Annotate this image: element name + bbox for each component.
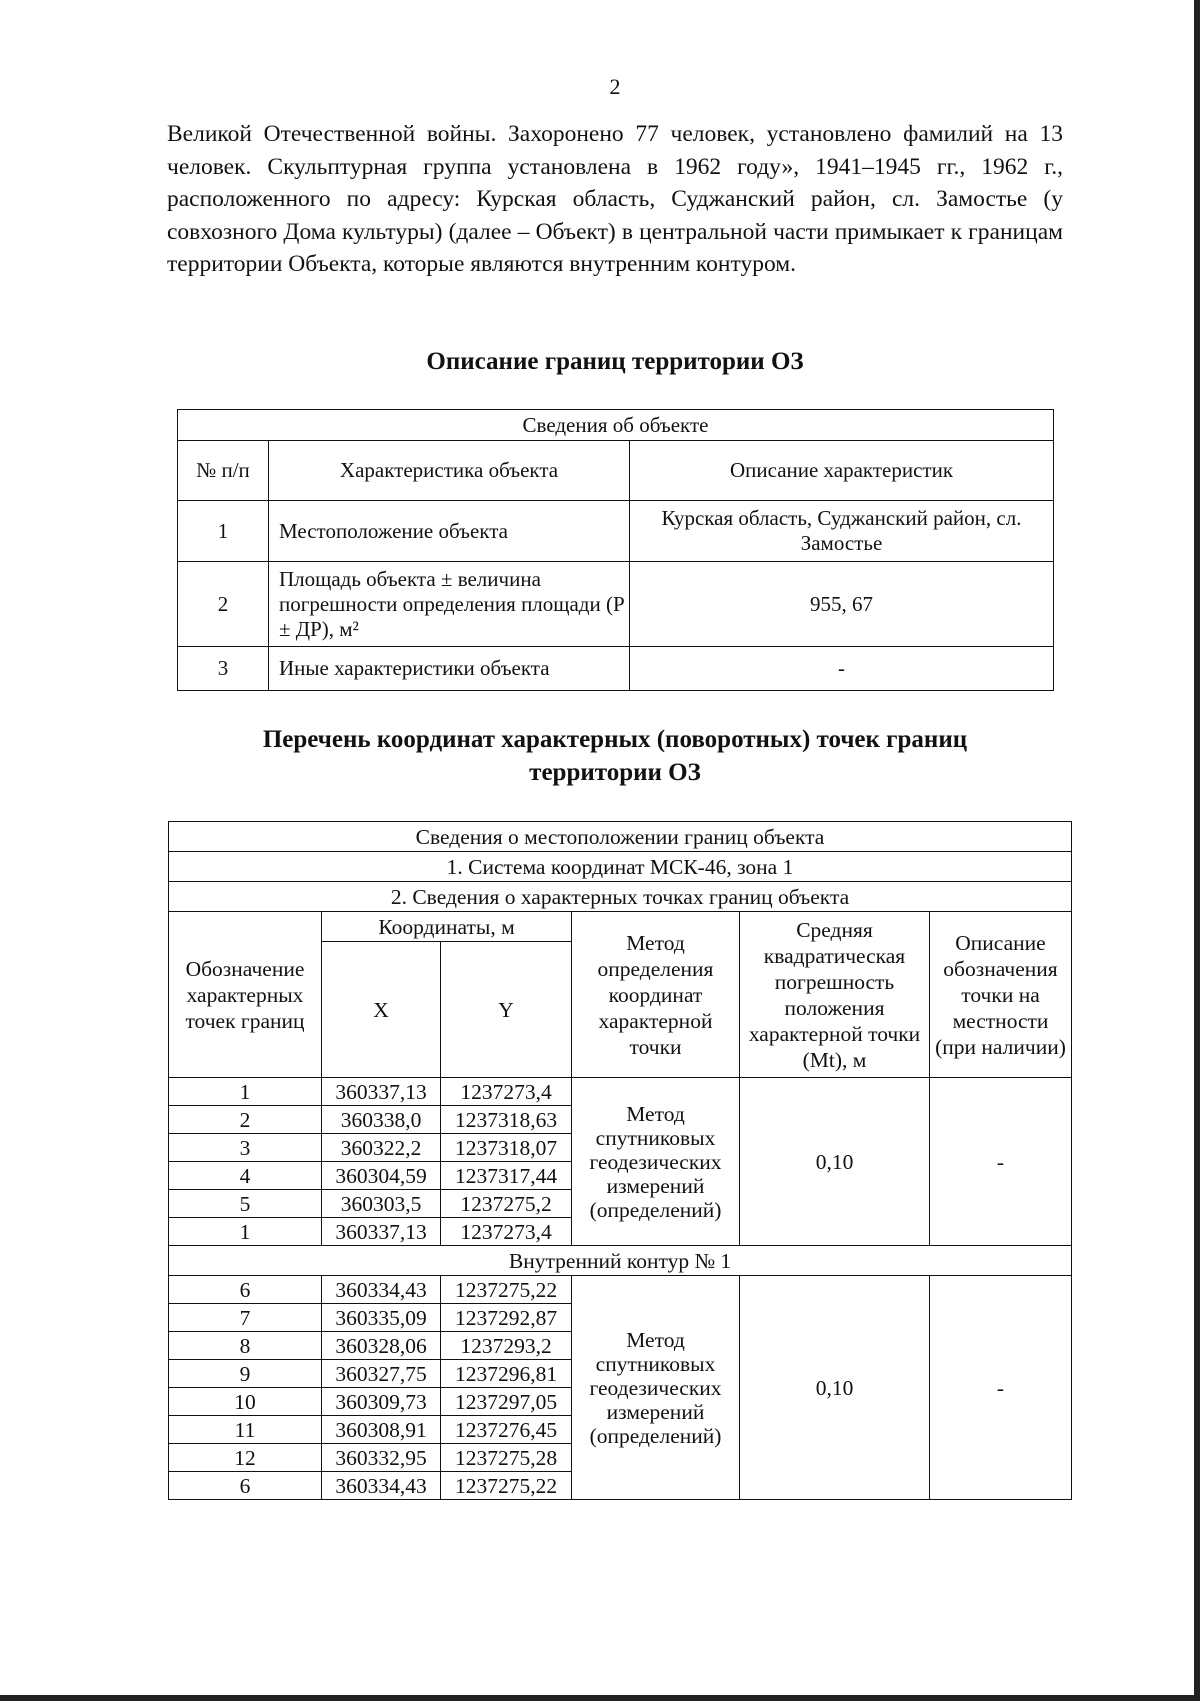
intro-paragraph: Великой Отечественной войны. Захоронено 77 человек, установлено фамилий на 13 человек. Скульптурная группа установлена в 1962 году», 1941–1945 гг., 1962 г., расположенного по адресу: Курская область, Суджанский район, сл. Замостье (у совхозного Дома культуры) (далее – Объект) в центральной части примыкает к границам территории Объекта, которые являются внутренним контуром. <box>167 121 1063 277</box>
table-row <box>169 1276 1072 1304</box>
cell-y: 1237276,45 <box>441 1416 572 1444</box>
cell-point: 2 <box>169 1106 322 1134</box>
header-error: Средняя квадратическая погрешность положения характерной точки (Mt), м <box>740 912 930 1078</box>
cell-x: 360328,06 <box>322 1332 441 1360</box>
cell-point: 1 <box>169 1078 322 1106</box>
cell-y: 1237275,22 <box>441 1472 572 1500</box>
cell-description: - <box>930 1078 1072 1246</box>
header-description: Описание характеристик <box>630 441 1054 501</box>
row-name: Иные характеристики объекта <box>269 647 630 691</box>
cell-point: 12 <box>169 1444 322 1472</box>
cell-x: 360338,0 <box>322 1106 441 1134</box>
cell-point: 10 <box>169 1388 322 1416</box>
page-number: 2 <box>609 74 621 99</box>
cell-method: Метод спутниковых геодезических измерений (определений) <box>572 1276 740 1500</box>
cell-y: 1237296,81 <box>441 1360 572 1388</box>
cell-method: Метод спутниковых геодезических измерений (определений) <box>572 1078 740 1246</box>
cell-y: 1237318,63 <box>441 1106 572 1134</box>
cell-point: 3 <box>169 1134 322 1162</box>
row-number: 2 <box>178 562 269 647</box>
header-characteristic: Характеристика объекта <box>269 441 630 501</box>
cell-x: 360334,43 <box>322 1472 441 1500</box>
cell-point: 1 <box>169 1218 322 1246</box>
cell-y: 1237275,28 <box>441 1444 572 1472</box>
caption-coordinate-system: 1. Система координат МСК-46, зона 1 <box>169 852 1072 882</box>
cell-x: 360337,13 <box>322 1078 441 1106</box>
section2-title-line1: Перечень координат характерных (поворотных) точек границ <box>262 726 968 753</box>
table-row <box>178 501 1054 562</box>
table-row <box>169 1078 1072 1106</box>
cell-y: 1237293,2 <box>441 1332 572 1360</box>
row-name: Местоположение объекта <box>269 501 630 562</box>
header-method: Метод определения координат характерной точки <box>572 912 740 1078</box>
row-value: 955, 67 <box>630 562 1054 647</box>
inner-contour-caption: Внутренний контур № 1 <box>169 1246 1072 1276</box>
row-value: - <box>630 647 1054 691</box>
cell-x: 360304,59 <box>322 1162 441 1190</box>
table-row <box>178 562 1054 647</box>
header-x: X <box>322 942 441 1078</box>
cell-x: 360327,75 <box>322 1360 441 1388</box>
row-name: Площадь объекта ± величина погрешности определения площади (Р ± ДР), м² <box>269 562 630 647</box>
cell-error: 0,10 <box>740 1078 930 1246</box>
object-table <box>177 409 1054 691</box>
cell-point: 7 <box>169 1304 322 1332</box>
cell-x: 360332,95 <box>322 1444 441 1472</box>
cell-y: 1237297,05 <box>441 1388 572 1416</box>
header-coords: Координаты, м <box>322 912 572 942</box>
cell-x: 360334,43 <box>322 1276 441 1304</box>
cell-point: 6 <box>169 1276 322 1304</box>
header-point: Обозначение характерных точек границ <box>169 912 322 1078</box>
row-number: 3 <box>178 647 269 691</box>
caption-location: Сведения о местоположении границ объекта <box>169 822 1072 852</box>
cell-x: 360322,2 <box>322 1134 441 1162</box>
row-number: 1 <box>178 501 269 562</box>
cell-error: 0,10 <box>740 1276 930 1500</box>
cell-y: 1237275,2 <box>441 1190 572 1218</box>
scan-edge-bottom <box>0 1695 1200 1701</box>
cell-point: 6 <box>169 1472 322 1500</box>
cell-x: 360308,91 <box>322 1416 441 1444</box>
cell-y: 1237292,87 <box>441 1304 572 1332</box>
header-y: Y <box>441 942 572 1078</box>
section1-title: Описание границ территории ОЗ <box>426 348 804 375</box>
cell-y: 1237273,4 <box>441 1078 572 1106</box>
header-description: Описание обозначения точки на местности (при наличии) <box>930 912 1072 1078</box>
cell-y: 1237317,44 <box>441 1162 572 1190</box>
cell-point: 4 <box>169 1162 322 1190</box>
cell-point: 5 <box>169 1190 322 1218</box>
table-row <box>178 647 1054 691</box>
cell-y: 1237318,07 <box>441 1134 572 1162</box>
row-value: Курская область, Суджанский район, сл. Замостье <box>630 501 1054 562</box>
cell-x: 360335,09 <box>322 1304 441 1332</box>
cell-x: 360309,73 <box>322 1388 441 1416</box>
section2-title-line2: территории ОЗ <box>529 759 701 786</box>
cell-point: 8 <box>169 1332 322 1360</box>
cell-x: 360337,13 <box>322 1218 441 1246</box>
object-table-caption: Сведения об объекте <box>178 410 1054 441</box>
coordinates-table <box>168 821 1072 1500</box>
cell-y: 1237275,22 <box>441 1276 572 1304</box>
header-number: № п/п <box>178 441 269 501</box>
cell-description: - <box>930 1276 1072 1500</box>
cell-y: 1237273,4 <box>441 1218 572 1246</box>
cell-point: 11 <box>169 1416 322 1444</box>
cell-x: 360303,5 <box>322 1190 441 1218</box>
scan-edge-right <box>1194 0 1200 1701</box>
caption-points: 2. Сведения о характерных точках границ объекта <box>169 882 1072 912</box>
cell-point: 9 <box>169 1360 322 1388</box>
